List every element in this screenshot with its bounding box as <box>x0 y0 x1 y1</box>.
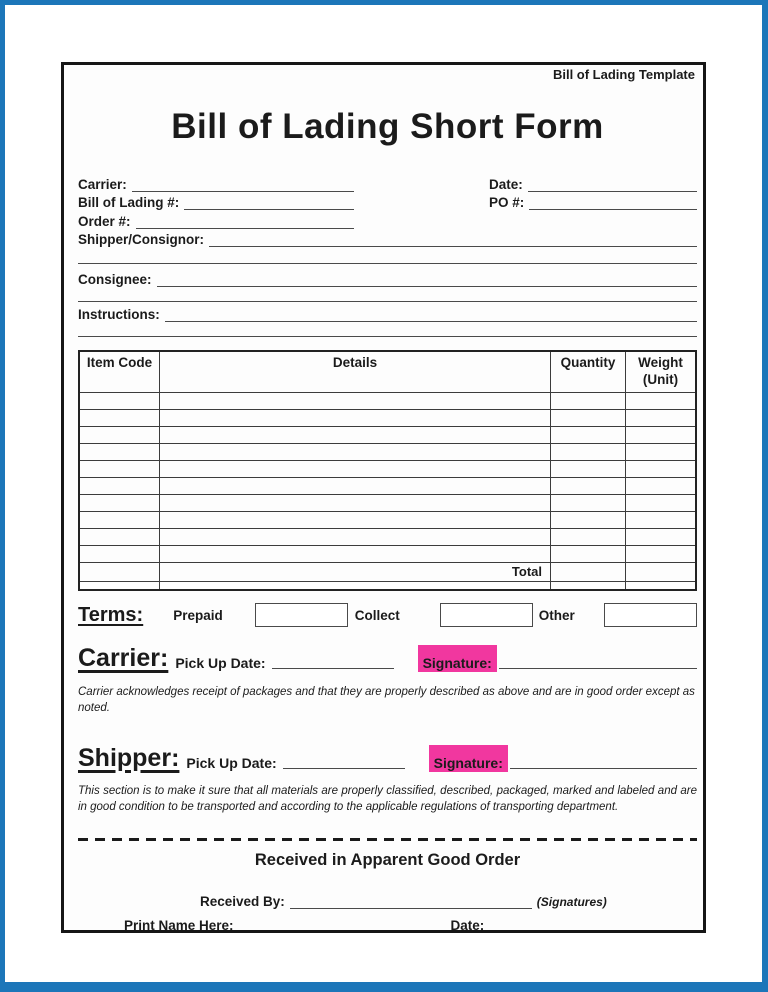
item-cell[interactable] <box>80 444 160 460</box>
col-header-details: Details <box>160 352 551 392</box>
bill-of-lading-no-label: Bill of Lading #: <box>78 195 180 210</box>
shipper-signature-row <box>78 744 697 772</box>
received-by-label: Received By: <box>200 894 285 909</box>
item-row <box>80 460 695 477</box>
item-row <box>80 409 695 426</box>
item-cell[interactable] <box>80 427 160 443</box>
shipper-pickup-date-label: Pick Up Date: <box>186 755 277 771</box>
total-quantity-cell[interactable] <box>551 563 626 581</box>
item-cell[interactable] <box>626 427 695 443</box>
terms-row <box>78 600 697 630</box>
received-date-label: Date: <box>450 918 485 933</box>
bill-of-lading-sheet <box>61 62 706 933</box>
shipper-consignor-field[interactable] <box>209 233 697 247</box>
item-cell[interactable] <box>551 427 626 443</box>
consignee-label: Consignee: <box>78 272 152 287</box>
item-cell[interactable] <box>160 393 551 409</box>
col-header-quantity: Quantity <box>551 352 626 392</box>
item-cell[interactable] <box>80 512 160 528</box>
field-row <box>78 229 697 248</box>
item-cell[interactable] <box>551 410 626 426</box>
item-cell[interactable] <box>626 478 695 494</box>
template-corner-label: Bill of Lading Template <box>552 67 695 82</box>
carrier-label: Carrier: <box>78 176 127 192</box>
item-row <box>80 443 695 460</box>
item-cell[interactable] <box>80 461 160 477</box>
item-row <box>80 545 695 562</box>
item-cell[interactable] <box>80 546 160 562</box>
received-by-row <box>78 891 697 909</box>
items-table-header <box>80 352 695 392</box>
shipper-pickup-date-field[interactable] <box>283 768 405 769</box>
print-name-field[interactable] <box>238 919 446 933</box>
field-row <box>78 264 697 287</box>
carrier-heading: Carrier: <box>78 644 169 672</box>
item-cell[interactable] <box>160 495 551 511</box>
items-table-body <box>80 392 695 562</box>
item-row <box>80 477 695 494</box>
field-row <box>78 210 697 229</box>
page-title: Bill of Lading Short Form <box>171 107 604 146</box>
signatures-note: (Signatures) <box>536 895 607 909</box>
shipper-consignor-field-line2[interactable] <box>78 247 697 264</box>
shipper-signature-label-highlighted: Signature: <box>429 745 508 772</box>
terms-prepaid-box[interactable] <box>255 603 348 627</box>
shipper-note: This section is to make it sure that all materials are properly classified, described, packaged, marked and labeled and are in good condition to be transported and according to the applicable regulations of transporting department. <box>78 785 697 813</box>
item-cell[interactable] <box>626 393 695 409</box>
instructions-field[interactable] <box>165 308 697 322</box>
item-cell[interactable] <box>626 512 695 528</box>
terms-other-label: Other <box>538 607 575 623</box>
item-cell[interactable] <box>626 495 695 511</box>
carrier-field[interactable] <box>132 178 354 192</box>
instructions-label: Instructions: <box>78 307 160 322</box>
item-cell[interactable] <box>160 478 551 494</box>
field-row <box>78 302 697 322</box>
item-cell[interactable] <box>551 512 626 528</box>
item-cell[interactable] <box>626 461 695 477</box>
item-cell[interactable] <box>160 410 551 426</box>
total-label: Total <box>160 563 551 581</box>
item-cell[interactable] <box>626 444 695 460</box>
date-label: Date: <box>489 176 523 192</box>
field-row <box>78 173 697 192</box>
carrier-note: Carrier acknowledges receipt of packages and that they are properly described as above and are in good order except as noted. <box>78 686 695 714</box>
received-by-field[interactable] <box>290 895 532 909</box>
item-cell[interactable] <box>626 546 695 562</box>
item-row <box>80 426 695 443</box>
item-cell[interactable] <box>551 444 626 460</box>
terms-label: Terms: <box>78 603 144 626</box>
item-cell[interactable] <box>551 478 626 494</box>
item-row <box>80 528 695 545</box>
shipper-heading: Shipper: <box>78 744 180 772</box>
order-no-label: Order #: <box>78 213 131 229</box>
item-row <box>80 392 695 409</box>
item-cell[interactable] <box>551 393 626 409</box>
col-header-item-code: Item Code <box>80 352 160 392</box>
item-cell[interactable] <box>551 495 626 511</box>
item-cell[interactable] <box>160 444 551 460</box>
col-header-weight-unit: Weight (Unit) <box>638 355 683 387</box>
item-cell[interactable] <box>551 546 626 562</box>
item-cell[interactable] <box>80 529 160 545</box>
consignee-field-line2[interactable] <box>78 287 697 302</box>
item-cell[interactable] <box>160 461 551 477</box>
terms-collect-label: Collect <box>354 607 400 623</box>
item-cell[interactable] <box>80 393 160 409</box>
carrier-signature-label-highlighted: Signature: <box>418 645 497 672</box>
carrier-pickup-date-field[interactable] <box>272 668 394 669</box>
items-table <box>78 350 697 591</box>
item-cell[interactable] <box>160 546 551 562</box>
field-row <box>78 192 697 211</box>
date-field[interactable] <box>528 178 697 192</box>
item-cell[interactable] <box>80 410 160 426</box>
item-cell[interactable] <box>80 478 160 494</box>
print-name-row <box>78 915 697 933</box>
item-cell[interactable] <box>551 461 626 477</box>
item-cell[interactable] <box>626 410 695 426</box>
shipper-signature-field[interactable] <box>510 768 697 769</box>
shipper-consignor-label: Shipper/Consignor: <box>78 232 204 247</box>
item-cell[interactable] <box>160 512 551 528</box>
tear-off-dashed-divider <box>78 838 697 841</box>
received-date-field[interactable] <box>489 919 667 933</box>
header-fields <box>78 173 697 337</box>
received-heading: Received in Apparent Good Order <box>254 851 521 869</box>
po-no-field[interactable] <box>529 196 697 210</box>
item-cell[interactable] <box>80 495 160 511</box>
carrier-signature-field[interactable] <box>499 668 697 669</box>
table-tail-row <box>80 581 695 589</box>
item-cell[interactable] <box>551 529 626 545</box>
print-name-label: Print Name Here: <box>124 918 234 933</box>
item-cell[interactable] <box>626 529 695 545</box>
item-cell[interactable] <box>160 529 551 545</box>
po-no-label: PO #: <box>489 195 525 210</box>
item-row <box>80 494 695 511</box>
bill-of-lading-no-field[interactable] <box>184 196 354 210</box>
carrier-signature-row <box>78 644 697 672</box>
total-item-code-cell[interactable] <box>80 563 160 581</box>
total-row <box>80 562 695 581</box>
item-cell[interactable] <box>160 427 551 443</box>
consignee-field[interactable] <box>157 273 697 287</box>
terms-prepaid-label: Prepaid <box>173 607 223 623</box>
carrier-pickup-date-label: Pick Up Date: <box>175 655 266 671</box>
total-weight-cell[interactable] <box>626 563 695 581</box>
order-no-field[interactable] <box>136 215 354 229</box>
terms-other-box[interactable] <box>604 603 697 627</box>
terms-collect-box[interactable] <box>440 603 533 627</box>
item-row <box>80 511 695 528</box>
instructions-field-line2[interactable] <box>78 322 697 337</box>
